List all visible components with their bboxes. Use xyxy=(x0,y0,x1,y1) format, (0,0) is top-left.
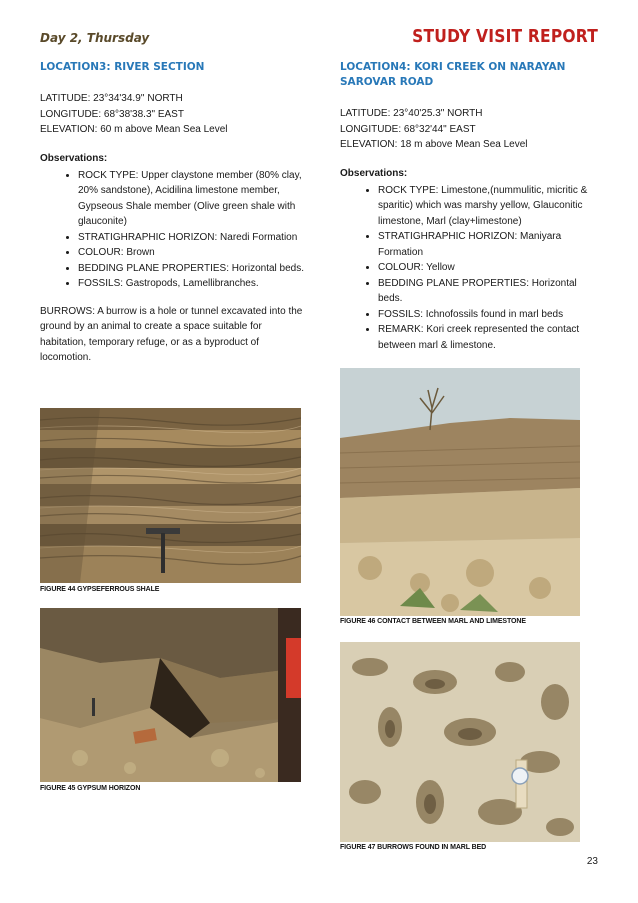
figure-47-caption: FIGURE 47 BURROWS FOUND IN MARL BED xyxy=(340,844,487,851)
location3-observations-label: Observations: xyxy=(40,152,108,164)
list-item: • COLOUR: Brown xyxy=(78,245,305,261)
location4-elevation: ELEVATION: 18 m above Mean Sea Level xyxy=(340,139,528,150)
figure-45-caption: FIGURE 45 GYPSUM HORIZON xyxy=(40,785,141,792)
location4-coordinates xyxy=(340,106,602,153)
location3-coordinates xyxy=(40,91,305,138)
list-item: • ROCK TYPE: Upper claystone member (80% clay, 20% sandstone), Acidilina limestone member, Gypseous Shale member (Olive green shale with glauconite) xyxy=(78,168,305,230)
burrow-definition: BURROWS: A burrow is a hole or tunnel excavated into the ground by an animal to create a space suitable for habitation, temporary refuge, or as a byproduct of locomotion. xyxy=(40,305,303,363)
figure-46-caption: FIGURE 46 CONTACT BETWEEN MARL AND LIMESTONE xyxy=(340,618,526,625)
location3-column xyxy=(40,60,305,366)
location4-longitude: LONGITUDE: 68°32'44" EAST xyxy=(340,123,476,135)
location4-observations-label: Observations: xyxy=(340,167,408,179)
list-item: • COLOUR: Yellow xyxy=(378,260,602,276)
location3-longitude: LONGITUDE: 68°38'38.3" EAST xyxy=(40,108,184,120)
location3-observations-list xyxy=(40,168,305,292)
location4-column xyxy=(340,60,602,353)
location3-elevation: ELEVATION: 60 m above Mean Sea Level xyxy=(40,124,228,135)
list-item: • BEDDING PLANE PROPERTIES: Horizontal beds. xyxy=(378,276,602,307)
list-item: • FOSSILS: Ichnofossils found in marl beds xyxy=(378,307,602,323)
page-number: 23 xyxy=(586,856,598,867)
location4-latitude: LATITUDE: 23°40'25.3" NORTH xyxy=(340,108,483,119)
figure-45-photo xyxy=(40,608,301,782)
header-day: Day 2, Thursday xyxy=(40,31,150,45)
header-report-title: STUDY VISIT REPORT xyxy=(412,26,598,47)
list-item: • FOSSILS: Gastropods, Lamellibranches. xyxy=(78,276,305,292)
list-item: • STRATIGHRAPHIC HORIZON: Maniyara Formation xyxy=(378,229,602,260)
location4-observations-list xyxy=(340,183,602,354)
figure-47-photo xyxy=(340,642,580,842)
figure-44-photo xyxy=(40,408,301,583)
list-item: • STRATIGHRAPHIC HORIZON: Naredi Formation xyxy=(78,230,305,246)
location4-title: LOCATION4: KORI CREEK ON NARAYAN SAROVAR ROAD xyxy=(340,61,566,88)
list-item: • REMARK: Kori creek represented the contact between marl & limestone. xyxy=(378,322,602,353)
list-item: • BEDDING PLANE PROPERTIES: Horizontal beds. xyxy=(78,261,305,277)
location3-latitude: LATITUDE: 23°34'34.9'' NORTH xyxy=(40,93,183,104)
list-item: • ROCK TYPE: Limestone,(nummulitic, micritic & sparitic) which was marshy yellow, Glauconitic limestone, Marl (clay+limestone) xyxy=(378,183,602,230)
location3-title: LOCATION3: RIVER SECTION xyxy=(40,61,205,73)
figure-46-photo xyxy=(340,368,580,616)
figure-44-caption: FIGURE 44 GYPSEFERROUS SHALE xyxy=(40,586,160,593)
